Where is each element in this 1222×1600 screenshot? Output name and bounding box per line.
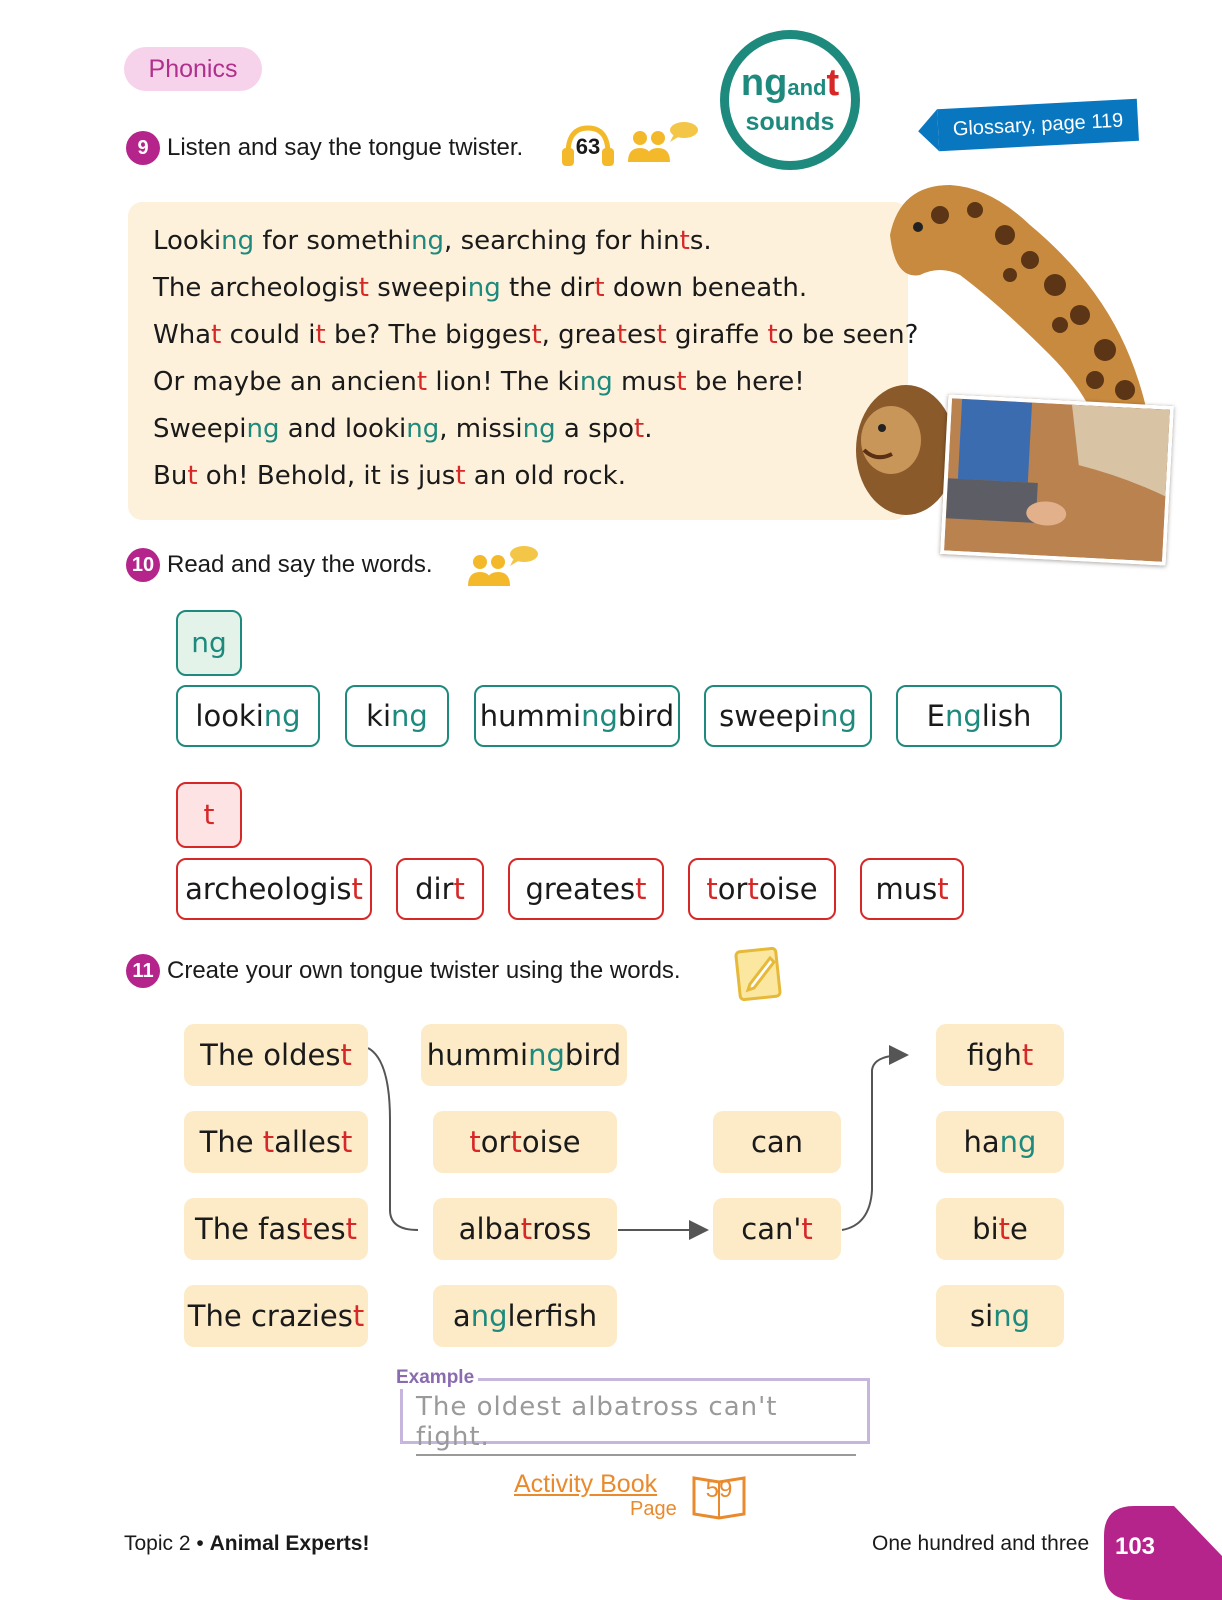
ng-sound-letters: ng [522,414,556,444]
t-sound-letters: t [416,367,428,397]
word-segment: a [452,1299,471,1333]
word-segment: oh! Behold, it is jus [197,461,456,491]
ng-sound-letters: ng [820,699,857,733]
t-sound-letters: t [187,461,198,491]
word-segment: looki [195,699,264,733]
word-segment: , searching for hin [444,226,680,256]
phrase-chip[interactable] [184,1111,368,1173]
t-sound-letters: t [301,1212,313,1246]
phrase-chip[interactable] [936,1111,1064,1173]
ng-sound-letters: ng [581,699,618,733]
word-segment: The [199,1125,263,1159]
ng-sound-letters: ng [467,273,501,303]
word-card [508,858,664,920]
word-card [474,685,680,747]
phrase-chip[interactable] [184,1198,368,1260]
ng-sound-letters: ng [391,699,428,733]
word-segment: oise [758,872,818,906]
word-segment: e [1010,1212,1028,1246]
ng-sound-letters: ng [221,226,255,256]
word-segment: Or maybe an ancien [153,367,417,397]
word-segment: s. [689,226,712,256]
word-segment: can [750,1125,804,1159]
audio-track-number: 63 [575,134,601,159]
t-sound-letters: t [345,1212,357,1246]
word-card [176,858,372,920]
word-segment: down beneath. [604,273,808,303]
word-segment: ross [532,1212,592,1246]
word-segment: Looki [153,226,222,256]
t-sound-letters: t [455,461,466,491]
twister-line [153,414,653,444]
word-segment: greates [525,872,636,906]
word-segment: oise [521,1125,581,1159]
word-segment: The crazies [187,1299,353,1333]
t-sound-letters: t [676,367,687,397]
t-sound-letters: t [341,1125,353,1159]
pair-speaking-icon [466,546,538,590]
word-segment: , missi [439,414,523,444]
phrase-chip[interactable] [184,1024,368,1086]
t-sound-letters: t [453,872,465,906]
word-card [896,685,1062,747]
badge-t: t [826,62,840,104]
word-segment: The archeologis [153,273,359,303]
t-sound-letters: t [1021,1038,1034,1072]
t-sound-letters: t [635,872,647,906]
word-segment: dir [415,872,454,906]
exercise-10-instruction: Read and say the words. [167,551,433,578]
exercise-number-9: 9 [126,131,160,165]
t-sound-letters: t [262,1125,275,1159]
exercise-number-10: 10 [126,548,160,582]
t-sound-letters: t [469,1125,481,1159]
word-segment: Wha [153,320,212,350]
ng-sound-label: ng [176,610,242,676]
ng-sound-letters: ng [944,699,982,733]
word-segment: The oldes [200,1038,341,1072]
word-card [345,685,449,747]
topic-number: Topic 2 [124,1532,191,1555]
dig-scene-icon [944,398,1174,565]
t-sound-letters: t [531,320,542,350]
word-segment: sweepi [368,273,468,303]
example-label: Example [396,1367,478,1389]
t-sound-letters: t [801,1212,813,1246]
example-sentence: The oldest albatross can't fight. [416,1392,856,1456]
t-sound-letters: t [594,273,605,303]
ng-sound-letters: ng [993,1299,1030,1333]
ng-sound-letters: ng [263,699,301,733]
phrase-chip[interactable] [936,1198,1064,1260]
t-sound-letters: t [211,320,222,350]
twister-line [153,367,805,397]
activity-book-page-number: 59 [705,1476,733,1503]
t-sound-letters: t [656,320,667,350]
ng-sound-letters: ng [579,367,613,397]
topic-separator: • [190,1532,210,1555]
word-segment: ki [366,699,392,733]
t-sound-letters: t [340,1038,352,1072]
phrase-chip[interactable] [433,1285,617,1347]
exercise-11-instruction: Create your own tongue twister using the words. [167,957,681,984]
t-sound-letters: t [520,1212,533,1246]
t-sound-letters: t [679,226,690,256]
footer-page-words: One hundred and three [872,1532,1090,1555]
word-segment: Bu [153,461,188,491]
word-segment: es [626,320,657,350]
glossary-link[interactable]: Glossary, page 119 [937,99,1139,151]
word-card [396,858,484,920]
activity-book-page-label: Page [630,1498,677,1520]
word-segment: bird [564,1038,622,1072]
phrase-chip[interactable] [713,1111,841,1173]
word-segment: alles [274,1125,341,1159]
word-segment: bi [972,1212,999,1246]
notebook-pencil-icon [734,944,786,1002]
word-segment: lish [981,699,1032,733]
ng-sound-letters: ng [470,1299,508,1333]
twister-line [153,320,918,350]
word-segment: hummi [426,1038,529,1072]
exercise-9-instruction: Listen and say the tongue twister. [167,134,524,161]
badge-ng: ng [740,62,788,104]
phrase-chip[interactable] [936,1285,1064,1347]
t-sound-letters: t [352,1299,365,1333]
ng-sound-letters: ng [528,1038,565,1072]
word-card [704,685,872,747]
archeologist-photo [940,394,1174,566]
word-card [176,685,320,747]
topic-title: Animal Experts! [209,1532,370,1555]
t-sound-letters: t [358,273,369,303]
footer-topic [124,1532,369,1556]
ng-sound-letters: ng [246,414,280,444]
t-sound-letters: t [767,320,778,350]
t-sound-letters: t [351,872,363,906]
word-segment: and looki [279,414,407,444]
word-segment: an old rock. [465,461,626,491]
word-segment: alba [458,1212,521,1246]
section-pill: Phonics [124,47,262,91]
t-sound-letters: t [937,872,949,906]
word-card [688,858,836,920]
phrase-chip[interactable] [421,1024,627,1086]
word-card [860,858,964,920]
word-segment: mus [875,872,938,906]
ng-sound-letters: ng [411,226,445,256]
word-segment: . [644,414,653,444]
phrase-chip[interactable] [433,1111,617,1173]
word-segment: be? The bigges [325,320,532,350]
word-segment: bird [617,699,675,733]
ng-sound-letters: ng [999,1125,1037,1159]
word-segment: mus [612,367,677,397]
t-sound-letters: t [315,320,326,350]
exercise-number-11: 11 [126,954,160,988]
word-segment: The fas [195,1212,302,1246]
word-segment: Sweepi [153,414,247,444]
badge-and: and [787,75,827,100]
twister-line [153,226,712,256]
word-segment: for somethi [254,226,412,256]
phrase-chip[interactable] [936,1024,1064,1086]
word-segment: lion! The ki [427,367,580,397]
word-segment: hummi [479,699,582,733]
word-segment: or [480,1125,511,1159]
pair-speaking-icon [626,122,698,166]
word-segment: could i [221,320,316,350]
twister-line [153,461,626,491]
word-segment: be here! [686,367,805,397]
word-segment: o be seen? [777,320,919,350]
word-segment: the dir [500,273,595,303]
word-segment: archeologis [185,872,352,906]
word-segment: can' [741,1212,802,1246]
lion-image [846,380,956,520]
phrase-chip[interactable] [713,1198,841,1260]
word-segment: a spo [555,414,635,444]
word-segment: giraffe [666,320,768,350]
t-sound-letters: t [510,1125,522,1159]
twister-line [153,273,807,303]
phrase-chip[interactable] [433,1198,617,1260]
word-segment: es [312,1212,346,1246]
ng-sound-letters: ng [406,414,440,444]
activity-book-link[interactable]: Activity Book [514,1470,658,1498]
t-sound-letters: t [706,872,718,906]
word-segment: , grea [541,320,617,350]
sounds-badge [720,30,860,170]
word-segment: sweepi [719,699,821,733]
word-segment: or [717,872,748,906]
word-segment: figh [966,1038,1022,1072]
t-sound-letters: t [747,872,759,906]
t-sound-letters: t [998,1212,1010,1246]
word-segment: ha [963,1125,1000,1159]
badge-sounds: sounds [745,108,835,136]
word-segment: si [970,1299,994,1333]
t-sound-letters: t [616,320,627,350]
t-sound-label: t [176,782,242,848]
t-sound-letters: t [634,414,645,444]
page-number: 103 [1106,1518,1164,1576]
phrase-chip[interactable] [184,1285,368,1347]
word-segment: lerfish [507,1299,598,1333]
word-segment: E [926,699,945,733]
